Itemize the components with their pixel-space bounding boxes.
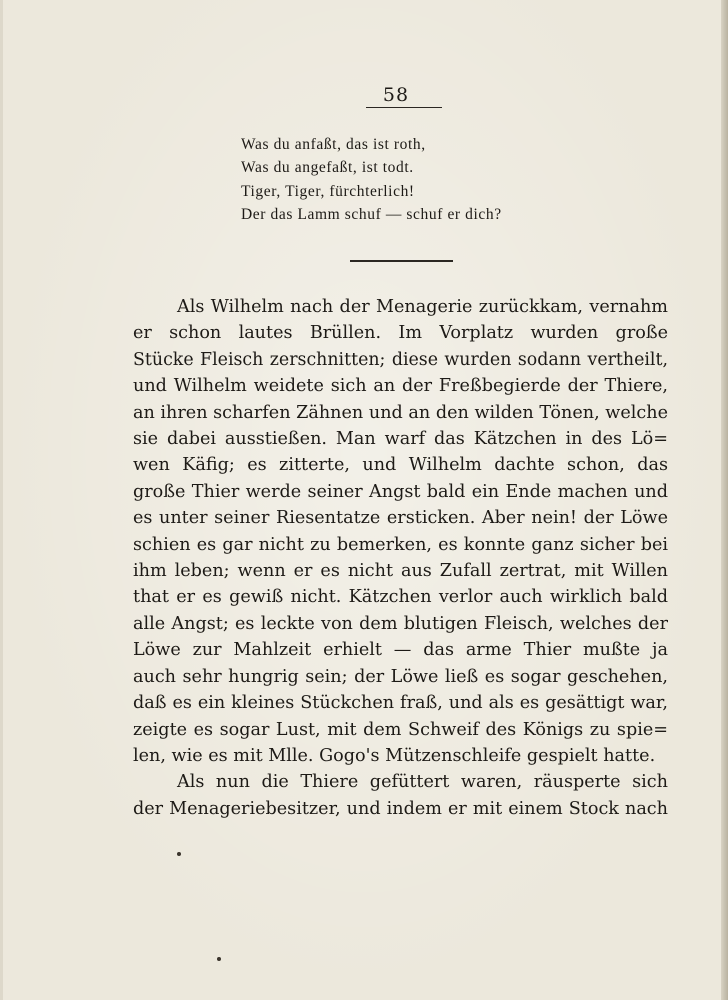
verse-line: Tiger, Tiger, fürchterlich! bbox=[241, 182, 415, 200]
prose-line: wen Käfig; es zitterte, und Wilhelm dachte schon, das bbox=[133, 455, 668, 476]
prose-line: that er es gewiß nicht. Kätzchen verlor auch wirklich bald bbox=[133, 587, 668, 608]
prose-line: es unter seiner Riesentatze ersticken. Aber nein! der Löwe bbox=[133, 508, 668, 529]
verse-line: Was du anfaßt, das ist roth, bbox=[241, 136, 426, 153]
page-number: 58 bbox=[382, 84, 410, 106]
ink-speck bbox=[177, 852, 181, 856]
prose-line: auch sehr hungrig sein; der Löwe ließ es sogar geschehen, bbox=[133, 666, 668, 687]
page-right-edge bbox=[721, 0, 728, 1000]
prose-line: Stücke Fleisch zerschnitten; diese wurden sodann vertheilt, bbox=[133, 349, 668, 370]
verse-line: Was du angefaßt, ist todt. bbox=[241, 159, 414, 177]
prose-line: Als nun die Thiere gefüttert waren, räusperte sich bbox=[177, 772, 668, 793]
prose-line: der Menageriebesitzer, und indem er mit einem Stock nach bbox=[133, 798, 668, 819]
verse-block bbox=[241, 133, 561, 226]
verse-line: Der das Lamm schuf — schuf er dich? bbox=[241, 205, 502, 223]
prose-line: alle Angst; es leckte von dem blutigen Fleisch, welches der bbox=[133, 613, 668, 634]
prose-line: ihm leben; wenn er es nicht aus Zufall zertrat, mit Willen bbox=[133, 561, 668, 582]
prose-body bbox=[133, 294, 668, 822]
prose-line: große Thier werde seiner Angst bald ein Ende machen und bbox=[133, 481, 668, 502]
prose-line: an ihren scharfen Zähnen und an den wilden Tönen, welche bbox=[133, 402, 668, 423]
section-divider bbox=[350, 260, 453, 262]
prose-line: er schon lautes Brüllen. Im Vorplatz wurden große bbox=[133, 323, 668, 344]
prose-line: daß es ein kleines Stückchen fraß, und als es gesättigt war, bbox=[133, 693, 668, 714]
prose-line: sie dabei ausstießen. Man warf das Kätzchen in des Lö= bbox=[133, 429, 668, 450]
page-number-underline bbox=[366, 107, 442, 108]
ink-speck bbox=[217, 957, 221, 961]
prose-line: zeigte es sogar Lust, mit dem Schweif des Königs zu spie= bbox=[133, 719, 668, 740]
page-left-edge bbox=[0, 0, 3, 1000]
prose-line: Löwe zur Mahlzeit erhielt — das arme Thier mußte ja bbox=[133, 640, 668, 661]
prose-line: und Wilhelm weidete sich an der Freßbegierde der Thiere, bbox=[133, 376, 668, 397]
prose-line: len, wie es mit Mlle. Gogo's Mützenschleife gespielt hatte. bbox=[133, 745, 656, 766]
prose-line: schien es gar nicht zu bemerken, es konnte ganz sicher bei bbox=[133, 534, 668, 555]
prose-line: Als Wilhelm nach der Menagerie zurückkam, vernahm bbox=[177, 297, 668, 317]
